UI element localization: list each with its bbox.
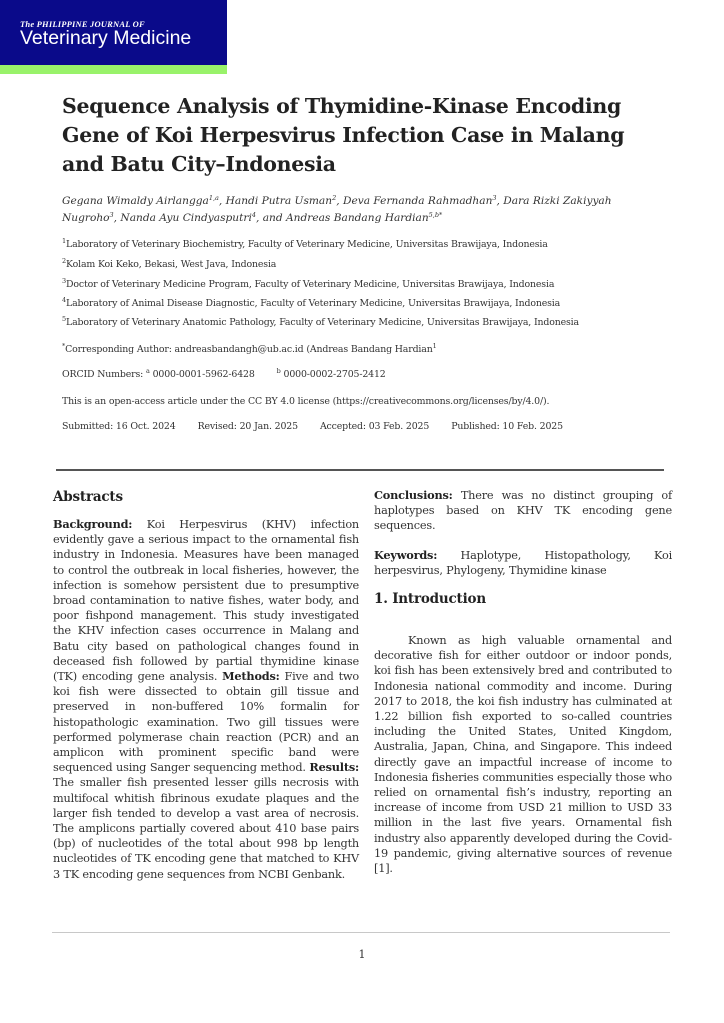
affiliation-number: 3 [62,277,66,285]
author-affiliation-mark: 2 [332,194,337,202]
author-separator: , [113,212,121,224]
introduction-paragraph: Known as high valuable ornamental and decorative fish for either outdoor or indoor ponds, koi fish has been extensively bred and contributed to Indonesia national commodity and income. During 2017 to 2018, the koi fish industry has culminated at 1.22 billion fish exported to so-called countries including the United States, United Kingdom, Australia, Japan, China, and Singapore. This indeed directly gave an impactful increase of income to Indonesia fisheries communities especially those who relied on ornamental fish’s industry, reporting an increase of income from USD 21 million to USD 33 million in the last five years. Ornamental fish industry also apparently developed during the Covid-19 pandemic, giving alternative sources of revenue [1]. [374,634,672,876]
corresponding-label: Corresponding Author: [65,344,175,355]
footer-divider [52,932,670,933]
methods-text: Five and two koi fish were dissected to obtain gill tissue and preserved in non-buffered 10% formalin for histopathologic examination. Two gill tissues were performed polymerase chain reaction (PCR) and an amplicon with prominent specific band were sequenced using Sanger sequencing method. [53,670,359,775]
author: Deva Fernanda Rahmadhan [342,195,493,207]
orcid-mark-b: b [276,367,281,375]
affiliation-text: Laboratory of Veterinary Biochemistry, Faculty of Veterinary Medicine, Universitas Brawijaya, Indonesia [66,239,548,250]
author-separator: , [218,195,226,207]
conclusions-text: There was no distinct grouping of haplotypes based on KHV TK encoding gene sequences. [374,489,672,533]
abstract-body [53,517,359,882]
author: Nanda Ayu Cindyasputri [120,212,252,224]
author-separator: , and [255,212,287,224]
orcid-label: ORCID Numbers: [62,369,146,380]
orcid-b-link[interactable]: 0000-0002-2705-2412 [283,369,386,380]
header-divider [56,469,664,471]
author-affiliation-mark: 3 [109,211,114,219]
affiliation-text: Kolam Koi Keko, Bekasi, West Java, Indonesia [66,259,277,270]
abstract-column [53,488,359,882]
right-column [374,488,672,876]
author-separator: , [496,195,504,207]
date-accepted: Accepted: 03 Feb. 2025 [319,421,430,432]
results-label: Results: [309,760,359,775]
corresponding-author [62,344,437,355]
author-affiliation-mark: 5,b* [428,211,443,219]
affiliation-text: Laboratory of Veterinary Anatomic Pathology, Faculty of Veterinary Medicine, Universitas Brawijaya, Indonesia [66,317,579,328]
corresponding-mark: * [62,342,66,350]
author: Handi Putra Usman [225,195,333,207]
author: Gegana Wimaldy Airlangga [62,195,209,207]
author-affiliation-mark: 3 [492,194,497,202]
corresponding-email-link[interactable]: andreasbandangh@ub.ac.id [174,344,304,355]
keywords-text: Haplotype, Histopathology, Koi herpesvirus, Phylogeny, Thymidine kinase [374,548,672,577]
date-revised: Revised: 20 Jan. 2025 [197,421,298,432]
date-submitted: Submitted: 16 Oct. 2024 [62,421,176,432]
author: Dara Rizki Zakiyyah Nugroho [62,195,612,224]
author-affiliation-mark: 1,a [208,194,219,202]
introduction-heading: 1. Introduction [374,591,486,608]
author-separator: , [336,195,343,207]
date-published: Published: 10 Feb. 2025 [451,421,563,432]
affiliation [62,279,554,290]
orcid-mark-a: a [145,367,150,375]
article-title: Sequence Analysis of Thymidine-Kinase Encoding Gene of Koi Herpesvirus Infection Case in Malang and Batu City–Indonesia [62,94,625,176]
background-label: Background: [53,517,133,531]
affiliation [62,317,579,328]
orcid-a-link[interactable]: 0000-0001-5962-6428 [152,369,255,380]
affiliation [62,298,560,309]
journal-banner [0,0,227,74]
conclusions-label: Conclusions: [374,488,453,502]
journal-name-small: The PHILIPPINE JOURNAL OF [20,19,145,29]
corresponding-name: (Andreas Bandang Hardian [303,344,433,355]
conclusions-paragraph [374,488,672,534]
results-text: The smaller fish presented lesser gills necrosis with multifocal whitish fibrinous exudate plaques and the larger fish tended to develop a vast area of necrosis. The amplicons partially covered about 410 base pairs (bp) of nucleotides of the total about 998 bp length nucleotides of TK encoding gene that matched to KHV 3 TK encoding gene sequences from NCBI Genbank. [53,776,359,881]
keywords-label: Keywords: [374,547,438,562]
affiliation-number: 4 [62,296,66,304]
background-text: Koi Herpesvirus (KHV) infection evidently gave a serious impact to the ornamental fish industry in Indonesia. Measures have been managed to control the outbreak in local fisheries, however, the infection is somehow persistent due to presumptive broad contamination to native fishes, water body, and poor fishpond management. This study investigated the KHV infection cases occurrence in Malang and Batu city based on pathological changes found in deceased fish followed by partial thymidine kinase (TK) encoding gene analysis. [53,518,359,684]
affiliation-text: Laboratory of Animal Disease Diagnostic, Faculty of Veterinary Medicine, Universitas Brawijaya, Indonesia [66,298,561,309]
corresponding-trail-mark: 1 [432,342,437,350]
author-affiliation-mark: 4 [251,211,256,219]
keywords-paragraph [374,548,672,578]
affiliation-text: Doctor of Veterinary Medicine Program, Faculty of Veterinary Medicine, Universitas Brawijaya, Indonesia [66,279,555,290]
methods-label: Methods: [222,669,280,684]
orcid-numbers [62,369,386,380]
affiliation-number: 2 [62,257,66,265]
author-list [62,193,662,227]
affiliation [62,239,548,250]
journal-accent-bar [0,65,227,74]
abstract-heading: Abstracts [53,489,123,505]
page-number: 1 [358,948,366,961]
affiliation-number: 1 [62,237,66,245]
affiliation-number: 5 [62,315,66,323]
affiliation [62,259,276,270]
article-dates [62,421,585,432]
author: Andreas Bandang Hardian [286,212,429,224]
license-statement: This is an open-access article under the CC BY 4.0 license (https://creativecommons.org/licenses/by/4.0/). [62,396,550,407]
journal-name: Veterinary Medicine [20,27,192,49]
